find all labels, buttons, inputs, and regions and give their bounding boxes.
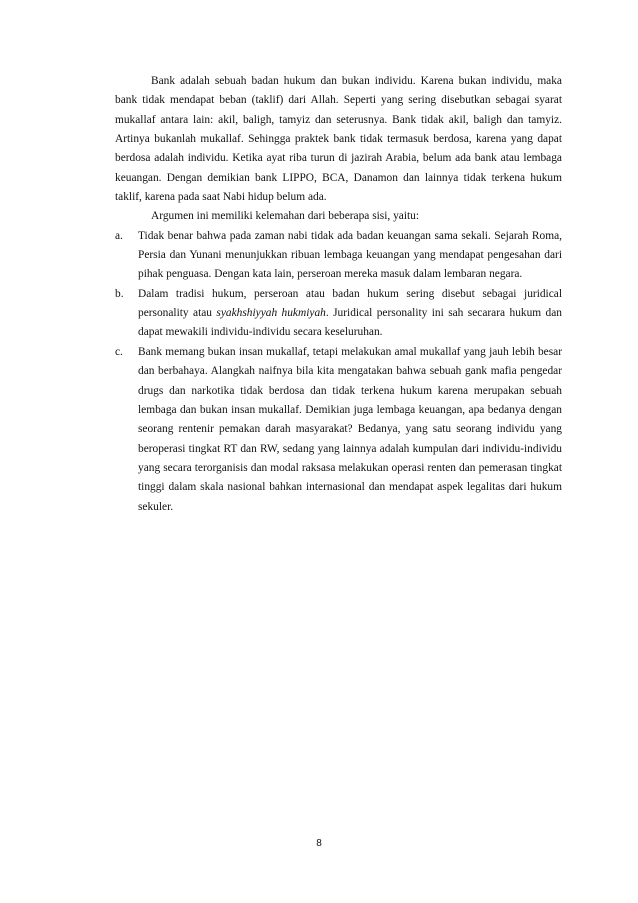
list-item-c bbox=[115, 343, 562, 517]
paragraph-bank-definition: Bank adalah sebuah badan hukum dan bukan individu. Karena bukan individu, maka bank tidak mendapat beban (taklif) dari Allah. Seperti yang sering disebutkan sebagai syarat mukallaf antara lain: akil, baligh, tamyiz dan seterusnya. Bank tidak akil, baligh dan tamyiz. Artinya bukanlah mukallaf. Sehingga praktek bank tidak termasuk berdosa, karena yang dapat berdosa adalah individu. Ketika ayat riba turun di jazirah Arabia, belum ada bank atau lembaga keuangan. Dengan demikian bank LIPPO, BCA, Danamon dan lainnya tidak terkena hukum taklif, karena pada saat Nabi hidup belum ada. bbox=[115, 75, 562, 204]
list-item-text: Dalam tradisi hukum, perseroan atau badan hukum sering disebut sebagai juridical personality atau bbox=[138, 287, 562, 320]
list-marker: b. bbox=[115, 287, 124, 300]
list-item-text-cont: . Juridical personality ini sah secarara hukum dan dapat mewakili individu-individu secara keseluruhan. bbox=[138, 307, 562, 339]
list-marker: c. bbox=[115, 345, 123, 358]
list-marker: a. bbox=[115, 229, 123, 242]
argument-list bbox=[115, 227, 562, 517]
list-item-a bbox=[115, 227, 562, 285]
paragraph-argument-intro: Argumen ini memiliki kelemahan dari beberapa sisi, yaitu: bbox=[151, 210, 420, 223]
list-item-b bbox=[115, 285, 562, 343]
list-item-text: Bank memang bukan insan mukallaf, tetapi melakukan amal mukallaf yang jauh lebih besar dan berbahaya. Alangkah naifnya bila kita mengatakan bahwa sebuah gank mafia pengedar drugs dan narkotika tidak berdosa dan tidak terkena hukum karena merupakan sebuah lembaga dan bukan insan mukallaf. Demikian juga lembaga keuangan, apa bedanya dengan seorang rentenir pemakan darah masyarakat? Bedanya, yang satu seorang individu yang beroperasi tingkat RT dan RW, sedang yang lainnya adalah kumpulan dari individu-individu yang secara terorganisis dan modal raksasa melakukan operasi renten dan pemerasan tingkat tinggi dalam skala nasional bahkan internasional dan mendapat aspek legalitas dari hukum sekuler. bbox=[138, 345, 562, 513]
list-item-text: Tidak benar bahwa pada zaman nabi tidak ada badan keuangan sama sekali. Sejarah Roma, Persia dan Yunani menunjukkan ribuan lembaga keuangan yang mendapat pengesahan dari pihak penguasa. Dengan kata lain, perseroan mereka masuk dalam lembaran negara. bbox=[138, 229, 562, 281]
page-number: 8 bbox=[316, 838, 322, 849]
document-body bbox=[115, 72, 562, 517]
italic-term: syakhshiyyah hukmiyah bbox=[216, 307, 326, 320]
